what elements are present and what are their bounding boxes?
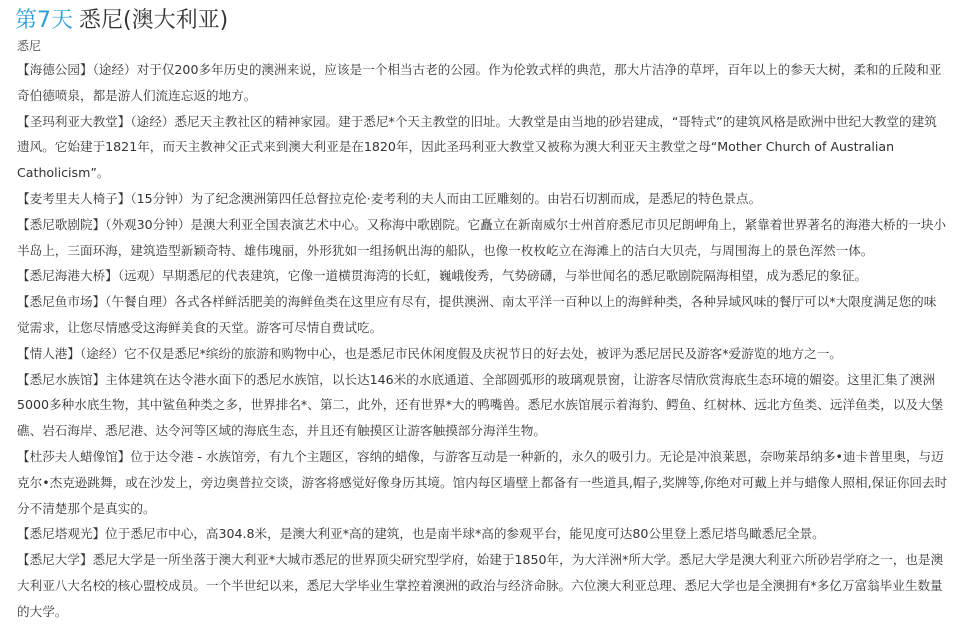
attraction-name: 【悉尼鱼市场】 <box>17 294 106 310</box>
attraction-name: 【圣玛利亚大教堂】 <box>17 113 131 129</box>
attraction-item <box>17 547 948 624</box>
attraction-name: 【杜莎夫人蜡像馆】 <box>17 448 131 464</box>
attraction-item <box>17 444 948 521</box>
attraction-item <box>17 367 948 444</box>
attraction-description: 对于仅200多年历史的澳洲来说，应该是一个相当古老的公园。作为伦敦式样的典范，那大片洁净的草坪，百年以上的参天大树，柔和的丘陵和亚奇伯德喷泉，都是游人们流连忘返的地方。 <box>17 62 942 103</box>
attraction-name: 【悉尼塔观光】 <box>17 526 106 542</box>
attraction-description: 悉尼大学是一所坐落于澳大利亚*大城市悉尼的世界顶尖研究型学府，始建于1850年，为大洋洲*所大学。悉尼大学是澳大利亚六所砂岩学府之一，也是澳大利亚八大名校的核心盟校成员。一个半世纪以来，悉尼大学毕业生掌控着澳洲的政治与经济命脉。六位澳大利亚总理、悉尼大学也是全澳拥有*多亿万富翁毕业生数量的大学。 <box>17 552 944 619</box>
attraction-name: 【悉尼水族馆】 <box>17 371 106 387</box>
city-label: 悉尼 <box>17 39 42 53</box>
attraction-item <box>17 289 948 341</box>
attraction-name: 【悉尼海港大桥】 <box>17 268 118 284</box>
attraction-description: 各式各样鲜活肥美的海鲜鱼类在这里应有尽有，提供澳洲、南太平洋一百种以上的海鲜种类，各种异域风味的餐厅可以*大限度满足您的味觉需求，让您尽情感受这海鲜美食的天堂。游客可尽情自费试吃。 <box>17 294 937 335</box>
attraction-name: 【麦考里夫人椅子】 <box>17 190 131 206</box>
attraction-item <box>17 212 948 264</box>
attraction-name: 【海德公园】 <box>17 62 93 77</box>
attraction-duration: （途经） <box>92 62 137 77</box>
destination-title: 悉尼(澳大利亚) <box>79 8 229 33</box>
attraction-duration: （途经） <box>130 113 175 129</box>
attraction-duration: （15分钟） <box>130 190 191 206</box>
attraction-description: 早期悉尼的代表建筑，它像一道横贯海湾的长虹，巍峨俊秀，气势磅礴，与举世闻名的悉尼歌剧院隔海相望，成为悉尼的象征。 <box>161 268 868 284</box>
attraction-item <box>17 263 948 289</box>
attraction-item <box>17 57 948 109</box>
attraction-duration: （远观） <box>117 268 162 284</box>
attraction-item <box>17 109 948 186</box>
attraction-item <box>17 521 948 547</box>
attraction-name: 【情人港】 <box>17 345 80 361</box>
attraction-name: 【悉尼大学】 <box>17 552 93 568</box>
attraction-duration: （午餐自理） <box>105 294 175 310</box>
attraction-description: 是澳大利亚全国表演艺术中心。又称海中歌剧院。它矗立在新南威尔士州首府悉尼市贝尼朗岬角上，紧靠着世界著名的海港大桥的一块小半岛上，三面环海，建筑造型新颖奇特、雄伟瑰丽，外形犹如一组扬帆出海的船队，也像一枚枚屹立在海滩上的洁白大贝壳，与周围海上的景色浑然一体。 <box>17 216 947 258</box>
attraction-name: 【悉尼歌剧院】 <box>17 216 106 232</box>
attraction-list <box>15 57 948 624</box>
attraction-duration: （途经） <box>79 345 125 361</box>
attraction-description: 悉尼天主教社区的精神家园。建于悉尼*个天主教堂的旧址。大教堂是由当地的砂岩建成，“哥特式”的建筑风格是欧洲中世纪大教堂的建筑遗风。它始建于1821年，而天主教神父正式来到澳大利亚是在1820年，因此圣玛利亚大教堂又被称为澳大利亚天主教堂之母“Mother Church of Australian Catholicism”。 <box>17 113 937 181</box>
attraction-description: 它不仅是悉尼*缤纷的旅游和购物中心，也是悉尼市民休闲度假及庆祝节日的好去处，被评为悉尼居民及游客*爱游览的地方之一。 <box>124 345 842 361</box>
attraction-description: 为了纪念澳洲第四任总督拉克伦·麦考利的夫人而由工匠雕刻的。由岩石切割而成，是悉尼的特色景点。 <box>190 190 762 206</box>
attraction-item <box>17 186 948 212</box>
attraction-description: 位于达令港 - 水族馆旁，有九个主题区，容纳的蜡像，与游客互动是一种新的，永久的吸引力。无论是冲浪莱恩，奈吻莱昂纳多•迪卡普里奥，与迈克尔•杰克逊跳舞，或在沙发上，旁边奥普拉交谈，游客将感觉好像身历其境。馆内每区墙壁上都备有一些道具,帽子,奖牌等,你绝对可戴上并与蜡像人照相,保证你回去时分不清楚那个是真实的。 <box>17 448 948 516</box>
day-label: 第7天 <box>15 8 73 33</box>
attraction-description: 位于悉尼市中心，高304.8米，是澳大利亚*高的建筑，也是南半球*高的参观平台，能见度可达80公里登上悉尼塔鸟瞰悉尼全景。 <box>105 526 825 542</box>
attraction-item <box>17 341 948 367</box>
attraction-duration: （外观30分钟） <box>105 216 191 232</box>
attraction-description: 主体建筑在达令港水面下的悉尼水族馆，以长达146米的水底通道、全部圆弧形的玻璃观景窗，让游客尽情欣赏海底生态环境的媚姿。这里汇集了澳洲5000多种水底生物，其中鲨鱼种类之多，世界排名*、第二，此外，还有世界*大的鸭嘴兽。悉尼水族馆展示着海豹、鳄鱼、红树林、远北方鱼类、远洋鱼类，以及大堡礁、岩石海岸、悉尼港、达令河等区域的海底生态，并且还有触摸区让游客触摸部分海洋生物。 <box>17 371 944 439</box>
page-title <box>15 6 948 36</box>
